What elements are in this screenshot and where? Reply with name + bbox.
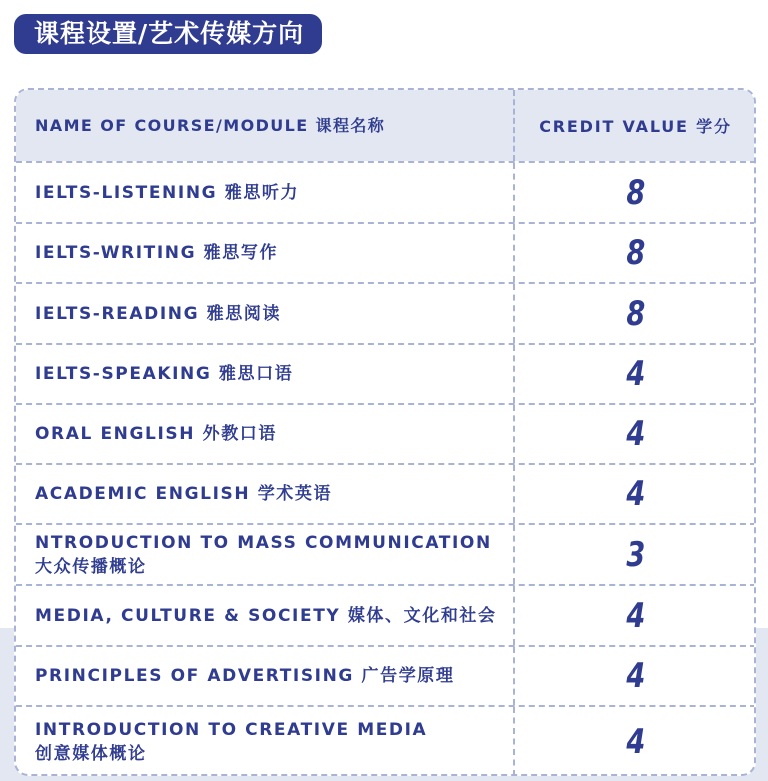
course-name — [16, 284, 515, 343]
table-row — [16, 523, 756, 584]
header-course-name: NAME OF COURSE/MODULE 课程名称 — [16, 90, 515, 161]
credit-cell — [515, 647, 756, 705]
course-name — [16, 345, 515, 403]
table-row — [16, 403, 756, 463]
table-row — [16, 282, 756, 343]
course-name — [16, 224, 515, 282]
credit-value: 8 — [626, 233, 645, 273]
course-name — [16, 707, 515, 776]
table-row — [16, 705, 756, 776]
credit-value: 4 — [626, 721, 645, 762]
course-name-en: MEDIA, CULTURE & SOCIETY 媒体、文化和社会 — [35, 605, 497, 626]
table-row — [16, 161, 756, 222]
course-name-en: IELTS-LISTENING 雅思听力 — [35, 182, 300, 203]
credit-value: 4 — [626, 474, 645, 514]
course-name — [16, 465, 515, 523]
course-table — [14, 88, 756, 776]
table-row — [16, 645, 756, 705]
credit-cell — [515, 163, 756, 222]
course-name-en: INTRODUCTION TO CREATIVE MEDIA — [35, 719, 428, 740]
table-row — [16, 463, 756, 523]
table-row — [16, 343, 756, 403]
credit-cell — [515, 707, 756, 776]
course-name — [16, 163, 515, 222]
credit-cell — [515, 525, 756, 584]
credit-cell — [515, 224, 756, 282]
course-name-en: IELTS-SPEAKING 雅思口语 — [35, 364, 294, 384]
course-name-en: NTRODUCTION TO MASS COMMUNICATION — [35, 532, 492, 553]
credit-value: 8 — [626, 293, 645, 334]
course-name-en: IELTS-READING 雅思阅读 — [35, 303, 282, 324]
course-name — [16, 525, 515, 584]
credit-value: 8 — [626, 172, 645, 213]
credit-cell — [515, 465, 756, 523]
credit-value: 4 — [626, 414, 645, 454]
credit-cell — [515, 345, 756, 403]
table-header-row — [16, 90, 756, 161]
table-row — [16, 584, 756, 645]
course-name — [16, 586, 515, 645]
credit-cell — [515, 284, 756, 343]
course-name-cn: 创意媒体概论 — [35, 743, 147, 764]
credit-value: 4 — [626, 354, 645, 394]
credit-value: 4 — [626, 595, 645, 636]
course-name-en: PRINCIPLES OF ADVERTISING 广告学原理 — [35, 666, 455, 686]
credit-value: 4 — [626, 656, 645, 696]
credit-cell — [515, 586, 756, 645]
course-name-cn: 大众传播概论 — [35, 556, 147, 577]
course-name — [16, 647, 515, 705]
course-name-en: ACADEMIC ENGLISH 学术英语 — [35, 484, 333, 504]
credit-value: 3 — [626, 534, 645, 575]
header-credit-value: CREDIT VALUE 学分 — [539, 117, 732, 136]
table-row — [16, 222, 756, 282]
course-name-en: ORAL ENGLISH 外教口语 — [35, 424, 277, 444]
course-name-en: IELTS-WRITING 雅思写作 — [35, 243, 279, 263]
credit-cell — [515, 405, 756, 463]
course-name — [16, 405, 515, 463]
page-title: 课程设置/艺术传媒方向 — [14, 14, 322, 54]
